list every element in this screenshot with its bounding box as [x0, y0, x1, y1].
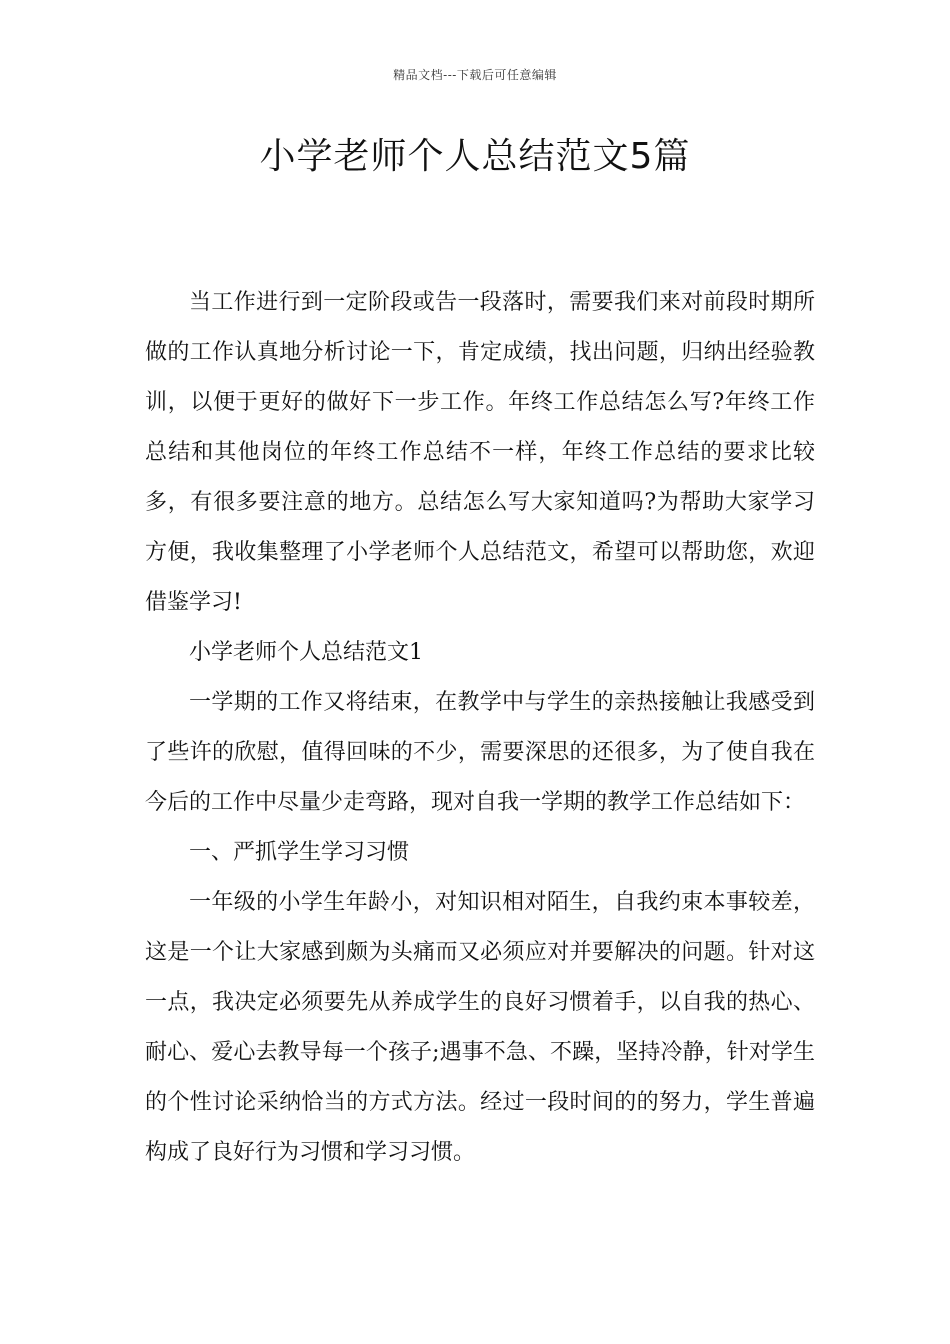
document-body	[145, 278, 815, 1178]
section-heading-1: 小学老师个人总结范文1	[189, 640, 423, 665]
document-title: 小学老师个人总结范文5篇	[259, 136, 691, 177]
subsection-heading-1: 一、严抓学生学习习惯	[189, 840, 410, 865]
body-paragraph: 一年级的小学生年龄小，对知识相对陌生，自我约束本事较差，这是一个让大家感到颇为头痛而又必须应对并要解决的问题。针对这一点，我决定必须要先从养成学生的良好习惯着手，以自我的热心、耐心、爱心去教导每一个孩子;遇事不急、不躁，坚持冷静，针对学生的个性讨论采纳恰当的方式方法。经过一段时间的的努力，学生普遍构成了良好行为习惯和学习习惯。	[145, 890, 815, 1165]
body-paragraph: 一学期的工作又将结束，在教学中与学生的亲热接触让我感受到了些许的欣慰，值得回味的不少，需要深思的还很多，为了使自我在今后的工作中尽量少走弯路，现对自我一学期的教学工作总结如下：	[145, 690, 815, 815]
intro-paragraph: 当工作进行到一定阶段或告一段落时，需要我们来对前段时期所做的工作认真地分析讨论一下，肯定成绩，找出问题，归纳出经验教训，以便于更好的做好下一步工作。年终工作总结怎么写?年终工作总结和其他岗位的年终工作总结不一样，年终工作总结的要求比较多，有很多要注意的地方。总结怎么写大家知道吗?为帮助大家学习方便，我收集整理了小学老师个人总结范文，希望可以帮助您，欢迎借鉴学习!	[145, 290, 815, 615]
page-header-watermark: 精品文档---下载后可任意编辑	[393, 68, 557, 82]
